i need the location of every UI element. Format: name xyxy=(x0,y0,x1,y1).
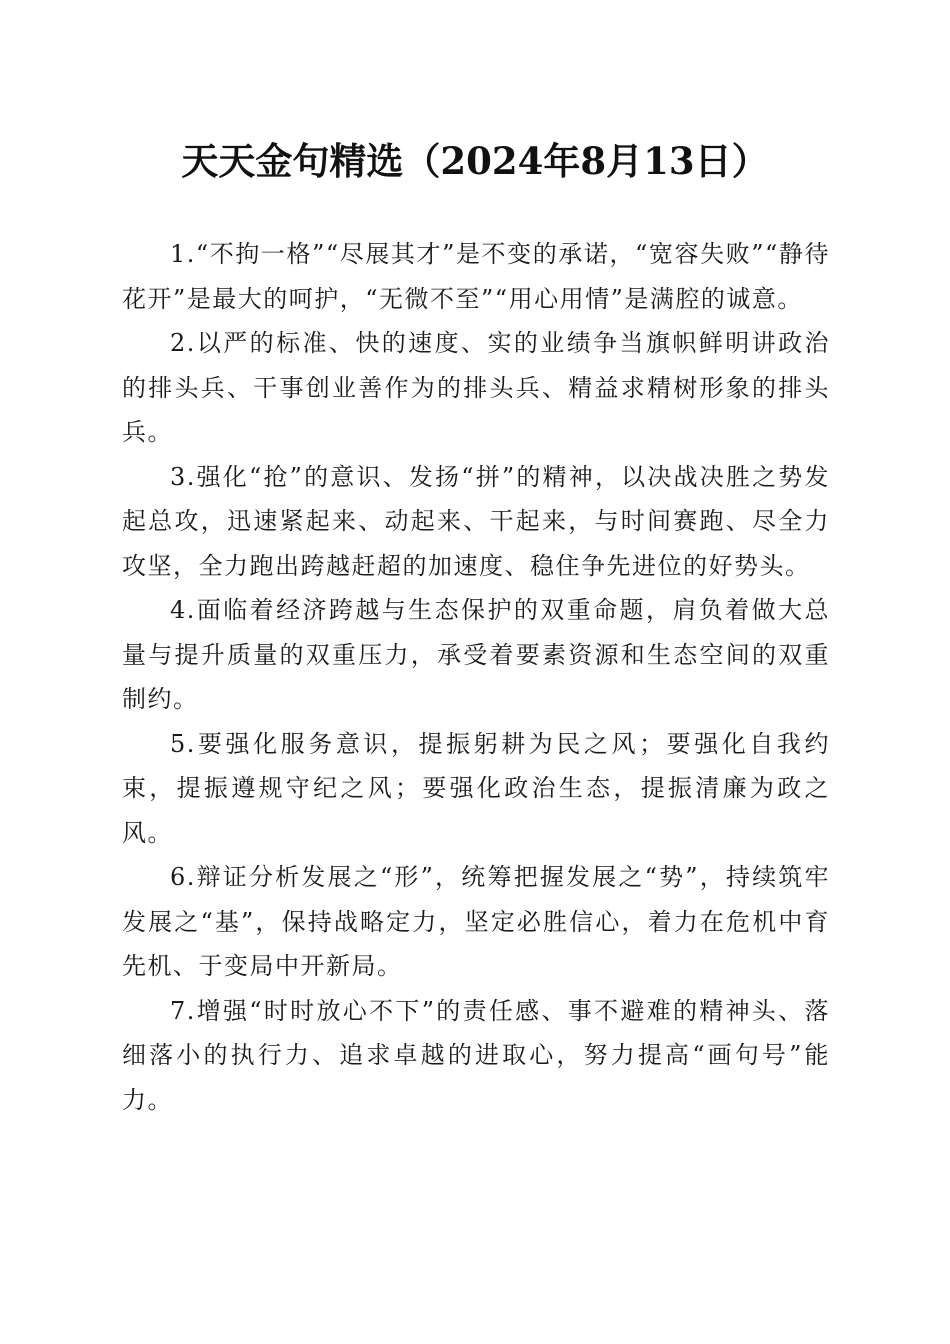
paragraph-6: 6.辩证分析发展之“形”，统筹把握发展之“势”，持续筑牢发展之“基”，保持战略定力，坚定必胜信心，着力在危机中育先机、于变局中开新局。 xyxy=(122,863,830,980)
paragraph-2: 2.以严的标准、快的速度、实的业绩争当旗帜鲜明讲政治的排头兵、干事创业善作为的排头兵、精益求精树形象的排头兵。 xyxy=(122,329,830,446)
paragraph-7: 7.增强“时时放心不下”的责任感、事不避难的精神头、落细落小的执行力、追求卓越的进取心，努力提高“画句号”能力。 xyxy=(122,996,830,1114)
page-title: 天天金句精选（2024年8月13日） xyxy=(181,139,769,183)
paragraph-1: 1.“不拘一格”“尽展其才”是不变的承诺，“宽容失败”“静待花开”是最大的呵护，“无微不至”“用心用情”是满腔的诚意。 xyxy=(122,240,830,313)
paragraph-5: 5.要强化服务意识，提振躬耕为民之风；要强化自我约束，提振遵规守纪之风；要强化政治生态，提振清廉为政之风。 xyxy=(122,729,830,847)
paragraph-3: 3.强化“抢”的意识、发扬“拼”的精神，以决战决胜之势发起总攻，迅速紧起来、动起来、干起来，与时间赛跑、尽全力攻坚，全力跑出跨越赶超的加速度、稳住争先进位的好势头。 xyxy=(122,462,830,580)
paragraph-4: 4.面临着经济跨越与生态保护的双重命题，肩负着做大总量与提升质量的双重压力，承受着要素资源和生态空间的双重制约。 xyxy=(122,596,830,713)
document-body xyxy=(122,232,830,1122)
